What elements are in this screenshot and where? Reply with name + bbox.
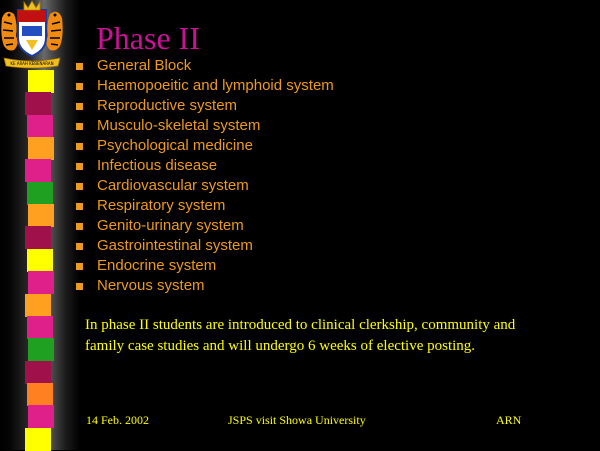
color-strip-segment	[25, 159, 51, 182]
color-strip-segment	[25, 361, 51, 384]
color-strip-segment	[28, 405, 54, 428]
list-item	[76, 216, 334, 236]
square-bullet-icon	[76, 223, 83, 230]
square-bullet-icon	[76, 263, 83, 270]
square-bullet-icon	[76, 103, 83, 110]
list-item-label: Haemopoeitic and lymphoid system	[97, 77, 334, 94]
color-strip-segment	[27, 115, 53, 138]
list-item	[76, 136, 334, 156]
color-strip-segment	[28, 137, 54, 160]
square-bullet-icon	[76, 243, 83, 250]
list-item	[76, 76, 334, 96]
list-item	[76, 96, 334, 116]
square-bullet-icon	[76, 283, 83, 290]
color-strip-segment	[25, 92, 51, 115]
list-item	[76, 176, 334, 196]
color-strip-segment	[25, 294, 51, 317]
square-bullet-icon	[76, 143, 83, 150]
list-item-label: Gastrointestinal system	[97, 237, 253, 254]
square-bullet-icon	[76, 203, 83, 210]
list-item-label: Psychological medicine	[97, 137, 253, 154]
list-item-label: General Block	[97, 57, 192, 74]
slide-title: Phase II	[96, 20, 200, 56]
color-strip-segment	[28, 338, 54, 361]
footer-date: 14 Feb. 2002	[86, 413, 149, 427]
square-bullet-icon	[76, 183, 83, 190]
list-item	[76, 56, 334, 76]
list-item-label: Genito-urinary system	[97, 217, 244, 234]
color-strip-segment	[27, 249, 53, 272]
square-bullet-icon	[76, 83, 83, 90]
list-item-label: Infectious disease	[97, 157, 218, 174]
color-strip-segment	[27, 383, 53, 406]
description-paragraph: In phase II students are introduced to clinical clerkship, community and family case studies and will undergo 6 weeks of elective posting.	[85, 317, 516, 354]
square-bullet-icon	[76, 63, 83, 70]
svg-text:KE ARAH KEBENARAN: KE ARAH KEBENARAN	[10, 61, 54, 66]
list-item-label: Endocrine system	[97, 257, 217, 274]
color-strip-segment	[27, 316, 53, 339]
list-item	[76, 196, 334, 216]
color-strip-segment	[25, 428, 51, 451]
color-strip-segment	[28, 204, 54, 227]
color-strip-segment	[27, 182, 53, 205]
list-item-label: Musculo-skeletal system	[97, 117, 261, 134]
list-item	[76, 256, 334, 276]
university-crest-icon	[0, 0, 64, 70]
footer-center-text: JSPS visit Showa University	[228, 413, 366, 427]
list-item	[76, 236, 334, 256]
square-bullet-icon	[76, 163, 83, 170]
square-bullet-icon	[76, 123, 83, 130]
list-item	[76, 116, 334, 136]
list-item-label: Cardiovascular system	[97, 177, 249, 194]
list-item-label: Reproductive system	[97, 97, 238, 114]
color-strip-segment	[25, 226, 51, 249]
list-item-label: Respiratory system	[97, 197, 226, 214]
list-item	[76, 156, 334, 176]
color-strip-segment	[28, 70, 54, 93]
footer-author: ARN	[496, 413, 522, 427]
color-strip-segment	[28, 271, 54, 294]
bullet-list	[76, 56, 334, 296]
color-strip	[22, 70, 56, 450]
list-item	[76, 276, 334, 296]
list-item-label: Nervous system	[97, 277, 205, 294]
